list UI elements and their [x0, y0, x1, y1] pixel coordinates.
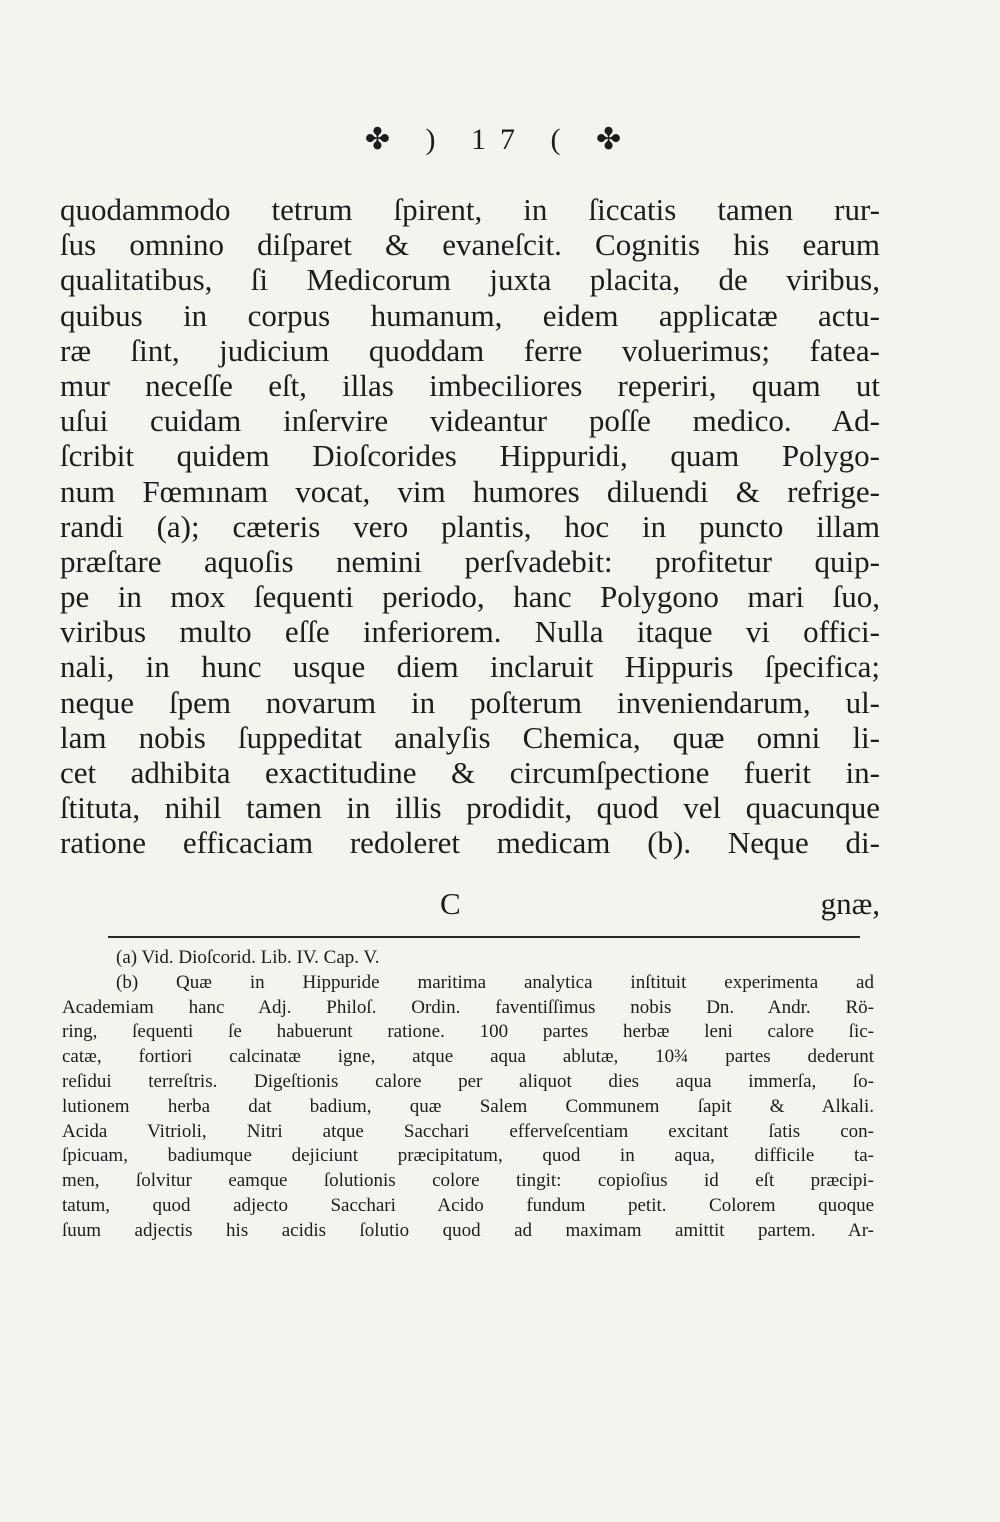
- footnote-line: catæ, fortiori calcinatæ igne, atque aqua ablutæ, 10¾ partes dederunt: [62, 1046, 874, 1068]
- footnote-line: ring, ſequenti ſe habuerunt ratione. 100 partes herbæ leni calore ſic-: [62, 1021, 874, 1043]
- footnote-line: Academiam hanc Adj. Philoſ. Ordin. faventiſſimus nobis Dn. Andr. Rö-: [62, 996, 874, 1018]
- footnote-line: (a) Vid. Dioſcorid. Lib. IV. Cap. V.: [116, 947, 380, 968]
- text-line: randi (a); cæteris vero plantis, hoc in puncto illam: [60, 508, 880, 544]
- header-bracket-right: (: [550, 123, 575, 156]
- signature-mark: C: [440, 886, 461, 921]
- header-bracket-left: ): [425, 123, 450, 156]
- text-line: uſui cuidam inſervire videantur poſſe medico. Ad-: [60, 403, 880, 439]
- fleuron-right-icon: ✤: [596, 123, 636, 156]
- footnote-line: ſpicuam, badiumque dejiciunt præcipitatum, quod in aqua, difficile ta-: [62, 1145, 874, 1167]
- text-line: lam nobis ſuppeditat analyſis Chemica, quæ omni li-: [60, 719, 880, 755]
- catchline: [60, 886, 880, 922]
- text-line: quodammodo tetrum ſpirent, in ſiccatis tamen rur-: [60, 192, 880, 227]
- text-line: mur neceſſe eſt, illas imbeciliores reperiri, quam ut: [60, 367, 880, 403]
- text-line: nali, in hunc usque diem inclaruit Hippuris ſpecifica;: [60, 649, 880, 685]
- footnote-line: men, ſolvitur eamque ſolutionis colore tingit: copioſius id eſt præcipi-: [62, 1170, 874, 1192]
- text-line: viribus multo eſſe inferiorem. Nulla itaque vi offici-: [60, 614, 880, 650]
- footnote-line: ſuum adjectis his acidis ſolutio quod ad maximam amittit partem. Ar-: [62, 1219, 874, 1241]
- page-header: [0, 122, 1000, 157]
- footnote-line: Acida Vitrioli, Nitri atque Sacchari efferveſcentiam excitant ſatis con-: [62, 1120, 874, 1142]
- text-line: ſtituta, nihil tamen in illis prodidit, quod vel quacunque: [60, 790, 880, 826]
- text-line: num Fœmınam vocat, vim humores diluendi & refrige-: [60, 473, 880, 509]
- footnote-line: lutionem herba dat badium, quæ Salem Communem ſapit & Alkali.: [62, 1095, 874, 1117]
- footnote-line: tatum, quod adjecto Sacchari Acido fundum petit. Colorem quoque: [62, 1194, 874, 1216]
- page-number: 17: [471, 123, 529, 156]
- footnote-line: reſidui terreſtris. Digeſtionis calore per aliquot dies aqua immerſa, ſo-: [62, 1070, 874, 1092]
- main-text: [60, 192, 880, 861]
- text-line: ſus omnino diſparet & evaneſcit. Cognitis his earum: [60, 227, 880, 263]
- fleuron-left-icon: ✤: [364, 123, 404, 156]
- catchword: gnæ,: [820, 886, 880, 921]
- text-line: quibus in corpus humanum, eidem applicatæ actu-: [60, 297, 880, 333]
- text-line: pe in mox ſequenti periodo, hanc Polygono mari ſuo,: [60, 579, 880, 615]
- footnotes: [62, 946, 874, 1244]
- footnote-line: (b) Quæ in Hippuride maritima analytica inſtituit experimenta ad: [116, 971, 874, 993]
- text-line: cet adhibita exactitudine & circumſpectione fuerit in-: [60, 755, 880, 790]
- text-line: qualitatibus, ſi Medicorum juxta placita, de viribus,: [60, 262, 880, 298]
- text-line: ratione efficaciam redoleret medicam (b). Neque di-: [60, 825, 880, 861]
- text-line: ræ ſint, judicium quoddam ferre voluerimus; fatea-: [60, 332, 880, 368]
- text-line: præſtare aquoſis nemini perſvadebit: profitetur quip-: [60, 543, 880, 579]
- footnote-rule: [108, 936, 860, 938]
- text-line: ſcribit quidem Dioſcorides Hippuridi, quam Polygo-: [60, 438, 880, 474]
- text-line: neque ſpem novarum in poſterum inveniendarum, ul-: [60, 684, 880, 720]
